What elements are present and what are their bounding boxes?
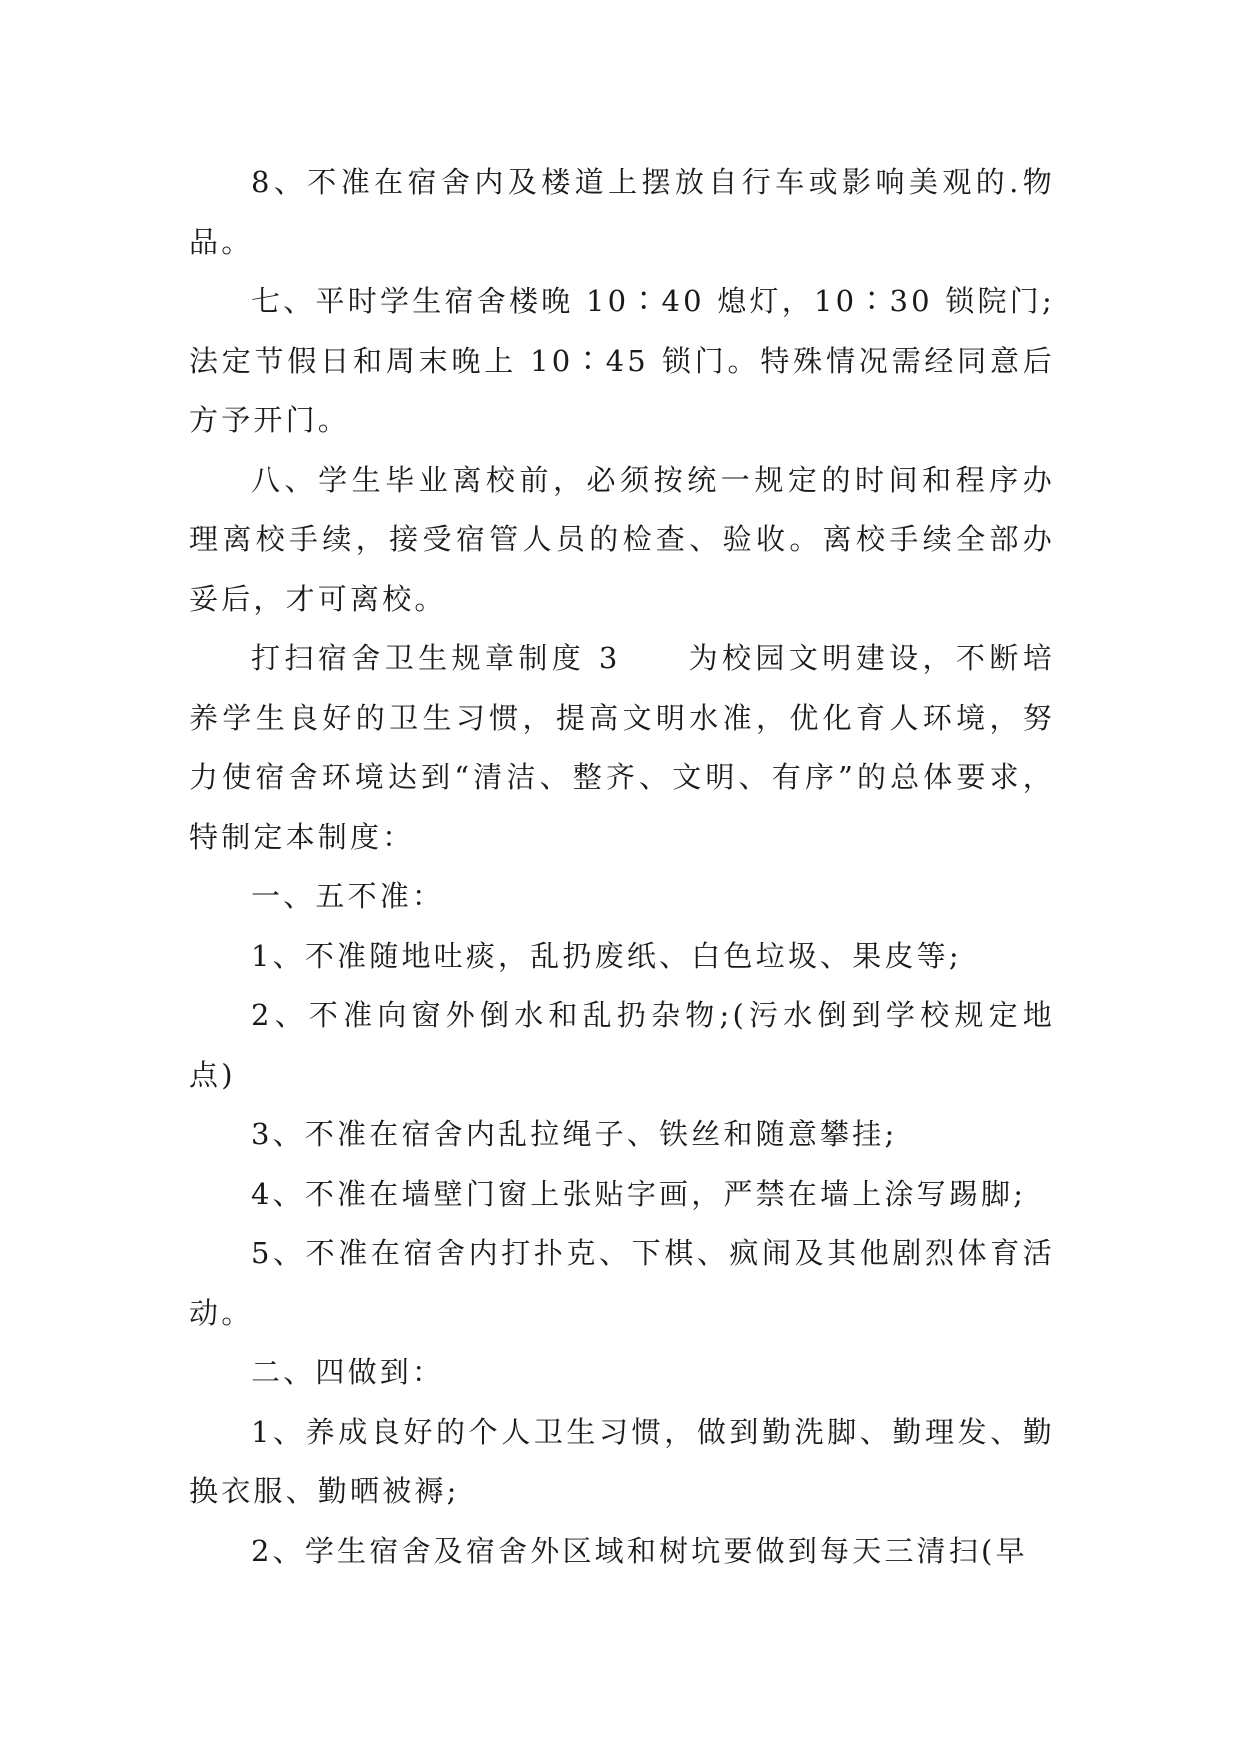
paragraph-hygiene-regulation-intro: 打扫宿舍卫生规章制度 3 为校园文明建设，不断培养学生良好的卫生习惯，提高文明水准，优化育人环境，努力使宿舍环境达到“清洁、整齐、文明、有序”的总体要求，特制定本制度： bbox=[189, 641, 1055, 854]
list-item-prohibition-5: 5、不准在宿舍内打扑克、下棋、疯闹及其他剧烈体育活动。 bbox=[189, 1236, 1055, 1330]
paragraph-rule-8: 8、不准在宿舍内及楼道上摆放自行车或影响美观的.物品。 bbox=[189, 165, 1055, 259]
heading-four-musts: 二、四做到： bbox=[251, 1355, 445, 1389]
paragraph-section-8-graduation: 八、学生毕业离校前，必须按统一规定的时间和程序办理离校手续，接受宿管人员的检查、验收。离校手续全部办妥后，才可离校。 bbox=[189, 462, 1055, 616]
heading-five-prohibitions: 一、五不准： bbox=[251, 879, 445, 913]
list-item-must-1: 1、养成良好的个人卫生习惯，做到勤洗脚、勤理发、勤换衣服、勤晒被褥; bbox=[189, 1414, 1055, 1508]
list-item-prohibition-1: 1、不准随地吐痰，乱扔废纸、白色垃圾、果皮等; bbox=[251, 938, 962, 973]
list-item-must-2: 2、学生宿舍及宿舍外区域和树坑要做到每天三清扫(早 bbox=[251, 1533, 1028, 1568]
paragraph-section-7-lights-out: 七、平时学生宿舍楼晚 10∶40 熄灯，10∶30 锁院门;法定节假日和周末晚上 10∶45 锁门。特殊情况需经同意后方予开门。 bbox=[189, 284, 1055, 437]
list-item-prohibition-3: 3、不准在宿舍内乱拉绳子、铁丝和随意攀挂; bbox=[251, 1117, 898, 1151]
list-item-prohibition-4: 4、不准在墙壁门窗上张贴字画，严禁在墙上涂写踢脚; bbox=[251, 1176, 1027, 1211]
list-item-prohibition-2: 2、不准向窗外倒水和乱扔杂物;(污水倒到学校规定地点) bbox=[189, 998, 1055, 1092]
document-body bbox=[189, 153, 1055, 1581]
